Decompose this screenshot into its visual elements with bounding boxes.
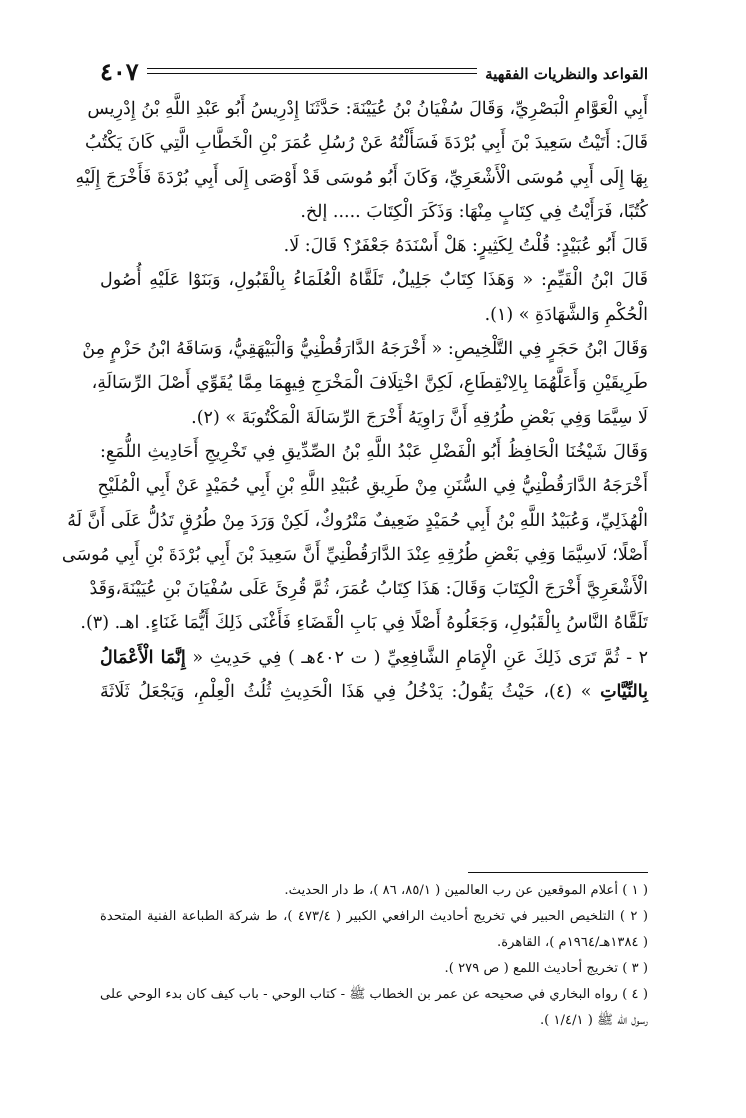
text-run: » (٤)، حَيْثُ يَقُولُ: يَدْخُلُ فِي هَذَا الْحَدِيثِ ثُلُثُ الْعِلْمِ، وَيَجْعَلُ ثَلَاثَةَ [100, 682, 592, 703]
text-line: أَخْرَجَهُ الدَّارَقُطْنِيُّ فِي السُّنَنِ مِنْ طَرِيقِ عُبَيْدِ اللَّهِ بْنِ أَبِي حُمَيْدٍ عَنْ أَبِي الْمُلَيْحِ [97, 476, 648, 497]
text-line: لَا سِيَّمَا وَفِي بَعْضِ طُرُقِهِ أَنَّ رَاوِيَهُ أَخْرَجَ الرِّسَالَةَ الْمَكْتُوبَةَ » (٢). [191, 407, 648, 428]
footnotes [100, 878, 648, 1034]
text-line: الْهُذَلِيِّ، وَعُبَيْدُ اللَّهِ بْنُ أَبِي حُمَيْدٍ ضَعِيفٌ مَتْرُوكٌ، لَكِنْ وَرَدَ مِنْ طُرُقٍ تَدُلُّ عَلَى أَنَّ لَهُ [67, 510, 648, 531]
footnote-1: ( ١ ) أعلام الموقعين عن رب العالمين ( ٨٥/١، ٨٦ )، ط دار الحديث. [284, 883, 648, 898]
paragraph-ibn-hajar [82, 332, 648, 435]
paragraph-imam-shafii [100, 641, 648, 710]
paragraph-chain-of-narration [75, 92, 648, 229]
page-header [100, 50, 648, 84]
text-line [100, 675, 648, 709]
text-line: قَالَ أَبُو عُبَيْدٍ: قُلْتُ لِكَثِيرٍ: هَلْ أَسْنَدَهُ جَعْفَرٌ؟ قَالَ: لَا. [283, 236, 648, 257]
text-line [100, 641, 648, 675]
main-text [61, 92, 648, 709]
paragraph-ibn-alqayyim [100, 263, 648, 332]
text-line: أَصْلًا؛ لَاسِيَّمَا وَفِي بَعْضِ طُرُقِهِ عِنْدَ الدَّارَقُطْنِيِّ أَنَّ سَعِيدَ بْنَ أَبِي بُرْدَةَ بْنِ أَبِي مُوسَى [61, 544, 648, 565]
footnote-separator [468, 872, 648, 873]
page-number: ٤٠٧ [100, 57, 139, 86]
text-line: طَرِيقَيْنِ وَأَعَلَّهُمَا بِالِانْقِطَاعِ، لَكِنَّ اخْتِلَافَ الْمَخْرَجِ فِيهِمَا مِمَّا يُقَوِّي أَصْلَ الرِّسَالَةِ، [91, 373, 648, 394]
text-line: بِهَا إِلَى أَبِي مُوسَى الْأَشْعَرِيِّ، وَكَانَ أَبُو مُوسَى قَدْ أَوْصَى إِلَى أَبِي بُرْدَةَ فَأَخْرَجَ إِلَيْهِ [75, 167, 648, 188]
paragraph-abu-ubayd [100, 229, 648, 263]
text-line: قَالَ ابْنُ الْقَيِّمِ: « وَهَذَا كِتَابٌ جَلِيلٌ، تَلَقَّاهُ الْعُلَمَاءُ بِالْقَبُولِ، وَبَنَوْا عَلَيْهِ أُصُول [100, 270, 648, 291]
text-line: الْحُكْمِ وَالشَّهَادَةِ » (١). [484, 304, 648, 325]
footnote-3: ( ٣ ) تخريج أحاديث اللمع ( ص ٢٧٩ ). [444, 961, 648, 976]
running-title: القواعد والنظريات الفقهية [485, 65, 648, 83]
text-line: وَقَالَ شَيْخُنَا الْحَافِظُ أَبُو الْفَضْلِ عَبْدُ اللَّهِ بْنُ الصِّدِّيقِ فِي تَخْرِيجِ أَحَادِيثِ اللُّمَعِ: [100, 441, 648, 462]
header-rule [147, 68, 477, 74]
text-line: الْأَشْعَرِيَّ أَخْرَجَ الْكِتَابَ وَقَالَ: هَذَا كِتَابُ عُمَرَ، ثُمَّ قُرِئَ عَلَى سُفْيَانَ بْنِ عُيَيْنَةَ،وَقَدْ [89, 579, 648, 600]
text-line: وَقَالَ ابْنُ حَجَرٍ فِي التَّلْخِيصِ: « أَخْرَجَهُ الدَّارَقُطْنِيُّ وَالْبَيْهَقِيُّ، وَسَاقَهُ ابْنُ حَزْمٍ مِنْ [82, 339, 648, 360]
text-line: قَالَ: أَتَيْتُ سَعِيدَ بْنَ أَبِي بُرْدَةَ فَسَأَلْتُهُ عَنْ رُسُلِ عُمَرَ بْنِ الْخَطَّابِ الَّتِي كَانَ يَكْتُبُ [84, 133, 648, 154]
paragraph-shaykh-abu-alfadl [61, 435, 648, 641]
footnote-4: ( ٤ ) رواه البخاري في صحيحه عن عمر بن الخطاب ﷺ - كتاب الوحي - باب كيف كان بدء الوحي على [100, 987, 648, 1002]
text-line: تَلَقَّاهُ النَّاسُ بِالْقَبُولِ، وَجَعَلُوهُ أَصْلًا فِي بَابِ الْقَضَاءِ فَأَغْنَى ذَلِكَ أَيُّمَا غَنَاءٍ. اهـ. (٣). [80, 613, 648, 634]
text-line: أَبِي الْعَوَّامِ الْبَصْرِيِّ، وَقَالَ سُفْيَانُ بْنُ عُيَيْنَةَ: حَدَّثَنَا إِدْرِيسُ أَبُو عَبْدِ اللَّهِ بْنُ إِدْرِيس [87, 99, 648, 119]
footnote-4-continued: رسول الله ﷺ ( ١/٤/١ ). [539, 1013, 648, 1028]
footnote-2-continued: ( ١٣٨٤هـ/١٩٦٤م )، القاهرة. [497, 935, 648, 950]
text-run: ٢ - ثُمَّ تَرَى ذَلِكَ عَنِ الْإِمَامِ الشَّافِعِيِّ ( ت ٤٠٢هـ ) فِي حَدِيثِ « [192, 647, 648, 668]
hadith-bold-text: إِنَّمَا الْأَعْمَالُ [100, 647, 186, 668]
footnote-2: ( ٢ ) التلخيص الحبير في تخريج أحاديث الرافعي الكبير ( ٤٧٣/٤ )، ط شركة الطباعة الفنية المتحدة [100, 909, 648, 924]
text-line: كُتُبًا، فَرَأَيْتُ فِي كِتَابٍ مِنْهَا: وَذَكَرَ الْكِتَابَ ..... إلخ. [300, 201, 648, 222]
hadith-bold-text: بِالنِّيَّاتِ [600, 682, 648, 703]
